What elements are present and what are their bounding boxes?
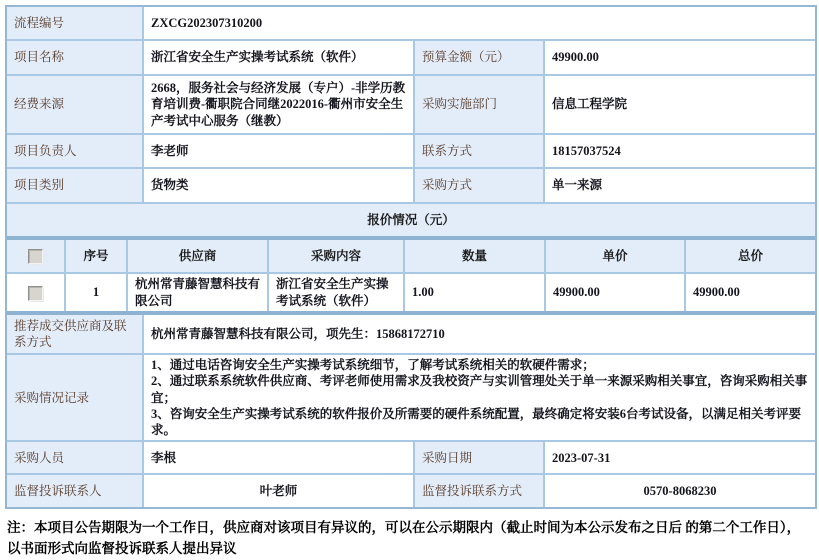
recommend-supplier-label: 推荐成交供应商及联系方式 (7, 315, 143, 354)
table-row (7, 203, 815, 236)
process-no-label: 流程编号 (7, 7, 143, 40)
procurement-detail-table (7, 315, 815, 507)
contact-label: 联系方式 (414, 134, 544, 168)
col-header-total: 总价 (685, 240, 815, 273)
row-qty: 1.00 (404, 273, 545, 311)
col-header-qty: 数量 (404, 240, 545, 273)
purchase-method-label: 采购方式 (414, 168, 544, 203)
purchase-date-value: 2023-07-31 (544, 441, 815, 474)
supervisor-label: 监督投诉联系人 (7, 474, 143, 507)
purchase-record-label: 采购情况记录 (7, 354, 143, 441)
row-supplier: 杭州常青藤智慧科技有限公司 (127, 273, 268, 311)
budget-label: 预算金额（元） (414, 40, 544, 75)
row-total: 49900.00 (685, 273, 815, 311)
col-header-content: 采购内容 (268, 240, 404, 273)
table-row (7, 315, 815, 354)
table-row (7, 40, 815, 75)
row-no: 1 (65, 273, 127, 311)
supervisor-value: 叶老师 (143, 474, 414, 507)
funding-source-value: 2668，服务社会与经济发展（专户）-非学历教育培训费-衢职院合同继2022016-衢州市安全生产考试中心服务（继教） (143, 75, 414, 134)
budget-value: 49900.00 (544, 40, 815, 75)
implement-dept-value: 信息工程学院 (544, 75, 815, 134)
funding-source-label: 经费来源 (7, 75, 143, 134)
table-row (7, 168, 815, 203)
row-unit-price: 49900.00 (545, 273, 685, 311)
select-all-cell (7, 240, 65, 273)
project-category-label: 项目类别 (7, 168, 143, 203)
purchase-date-label: 采购日期 (414, 441, 544, 474)
table-row (7, 7, 815, 40)
purchase-record-value (143, 354, 815, 441)
col-header-unit-price: 单价 (545, 240, 685, 273)
process-no-value: ZXCG202307310200 (143, 7, 815, 40)
supervisor-contact-value: 0570-8068230 (544, 474, 815, 507)
contact-value: 18157037524 (544, 134, 815, 168)
row-content: 浙江省安全生产实操考试系统（软件） (268, 273, 404, 311)
quotation-table-wrap (7, 236, 815, 315)
project-name-value: 浙江省安全生产实操考试系统（软件） (143, 40, 414, 75)
table-row (7, 354, 815, 441)
row-checkbox[interactable] (28, 286, 43, 301)
table-row (7, 75, 815, 134)
table-row (7, 441, 815, 474)
record-line-1: 1、通过电话咨询安全生产实操考试系统细节，了解考试系统相关的软硬件需求； (151, 358, 595, 372)
project-name-label: 项目名称 (7, 40, 143, 75)
implement-dept-label: 采购实施部门 (414, 75, 544, 134)
quotation-header-row (7, 240, 815, 273)
quotation-data-row (7, 273, 815, 311)
project-info-table (7, 7, 815, 236)
project-category-value: 货物类 (143, 168, 414, 203)
announcement-table-frame (5, 5, 817, 509)
table-row (7, 474, 815, 507)
quotation-table (7, 240, 815, 311)
project-leader-label: 项目负责人 (7, 134, 143, 168)
purchase-method-value: 单一来源 (544, 168, 815, 203)
buyer-value: 李根 (143, 441, 414, 474)
record-line-3: 3、咨询安全生产实操考试系统的软件报价及所需要的硬件系统配置，最终确定将安装6台考试设备，以满足相关考评要求。 (151, 406, 802, 437)
quote-section-title: 报价情况（元） (7, 203, 815, 236)
recommend-supplier-value: 杭州常青藤智慧科技有限公司，项先生：15868172710 (143, 315, 815, 354)
project-leader-value: 李老师 (143, 134, 414, 168)
supervisor-contact-label: 监督投诉联系方式 (414, 474, 544, 507)
col-header-no: 序号 (65, 240, 127, 273)
record-line-2: 2、通过联系系统软件供应商、考评老师使用需求及我校资产与实训管理处关于单一来源采购相关事宜，咨询采购相关事宜； (151, 374, 808, 405)
announcement-note: 注：本项目公告期限为一个工作日，供应商对该项目有异议的，可以在公示期限内（截止时间为本公示发布之日后 的第二个工作日），以书面形式向监督投诉联系人提出异议 (7, 520, 801, 557)
col-header-supplier: 供应商 (127, 240, 268, 273)
buyer-label: 采购人员 (7, 441, 143, 474)
select-all-checkbox[interactable] (28, 249, 43, 264)
table-row (7, 134, 815, 168)
row-select-cell (7, 273, 65, 311)
